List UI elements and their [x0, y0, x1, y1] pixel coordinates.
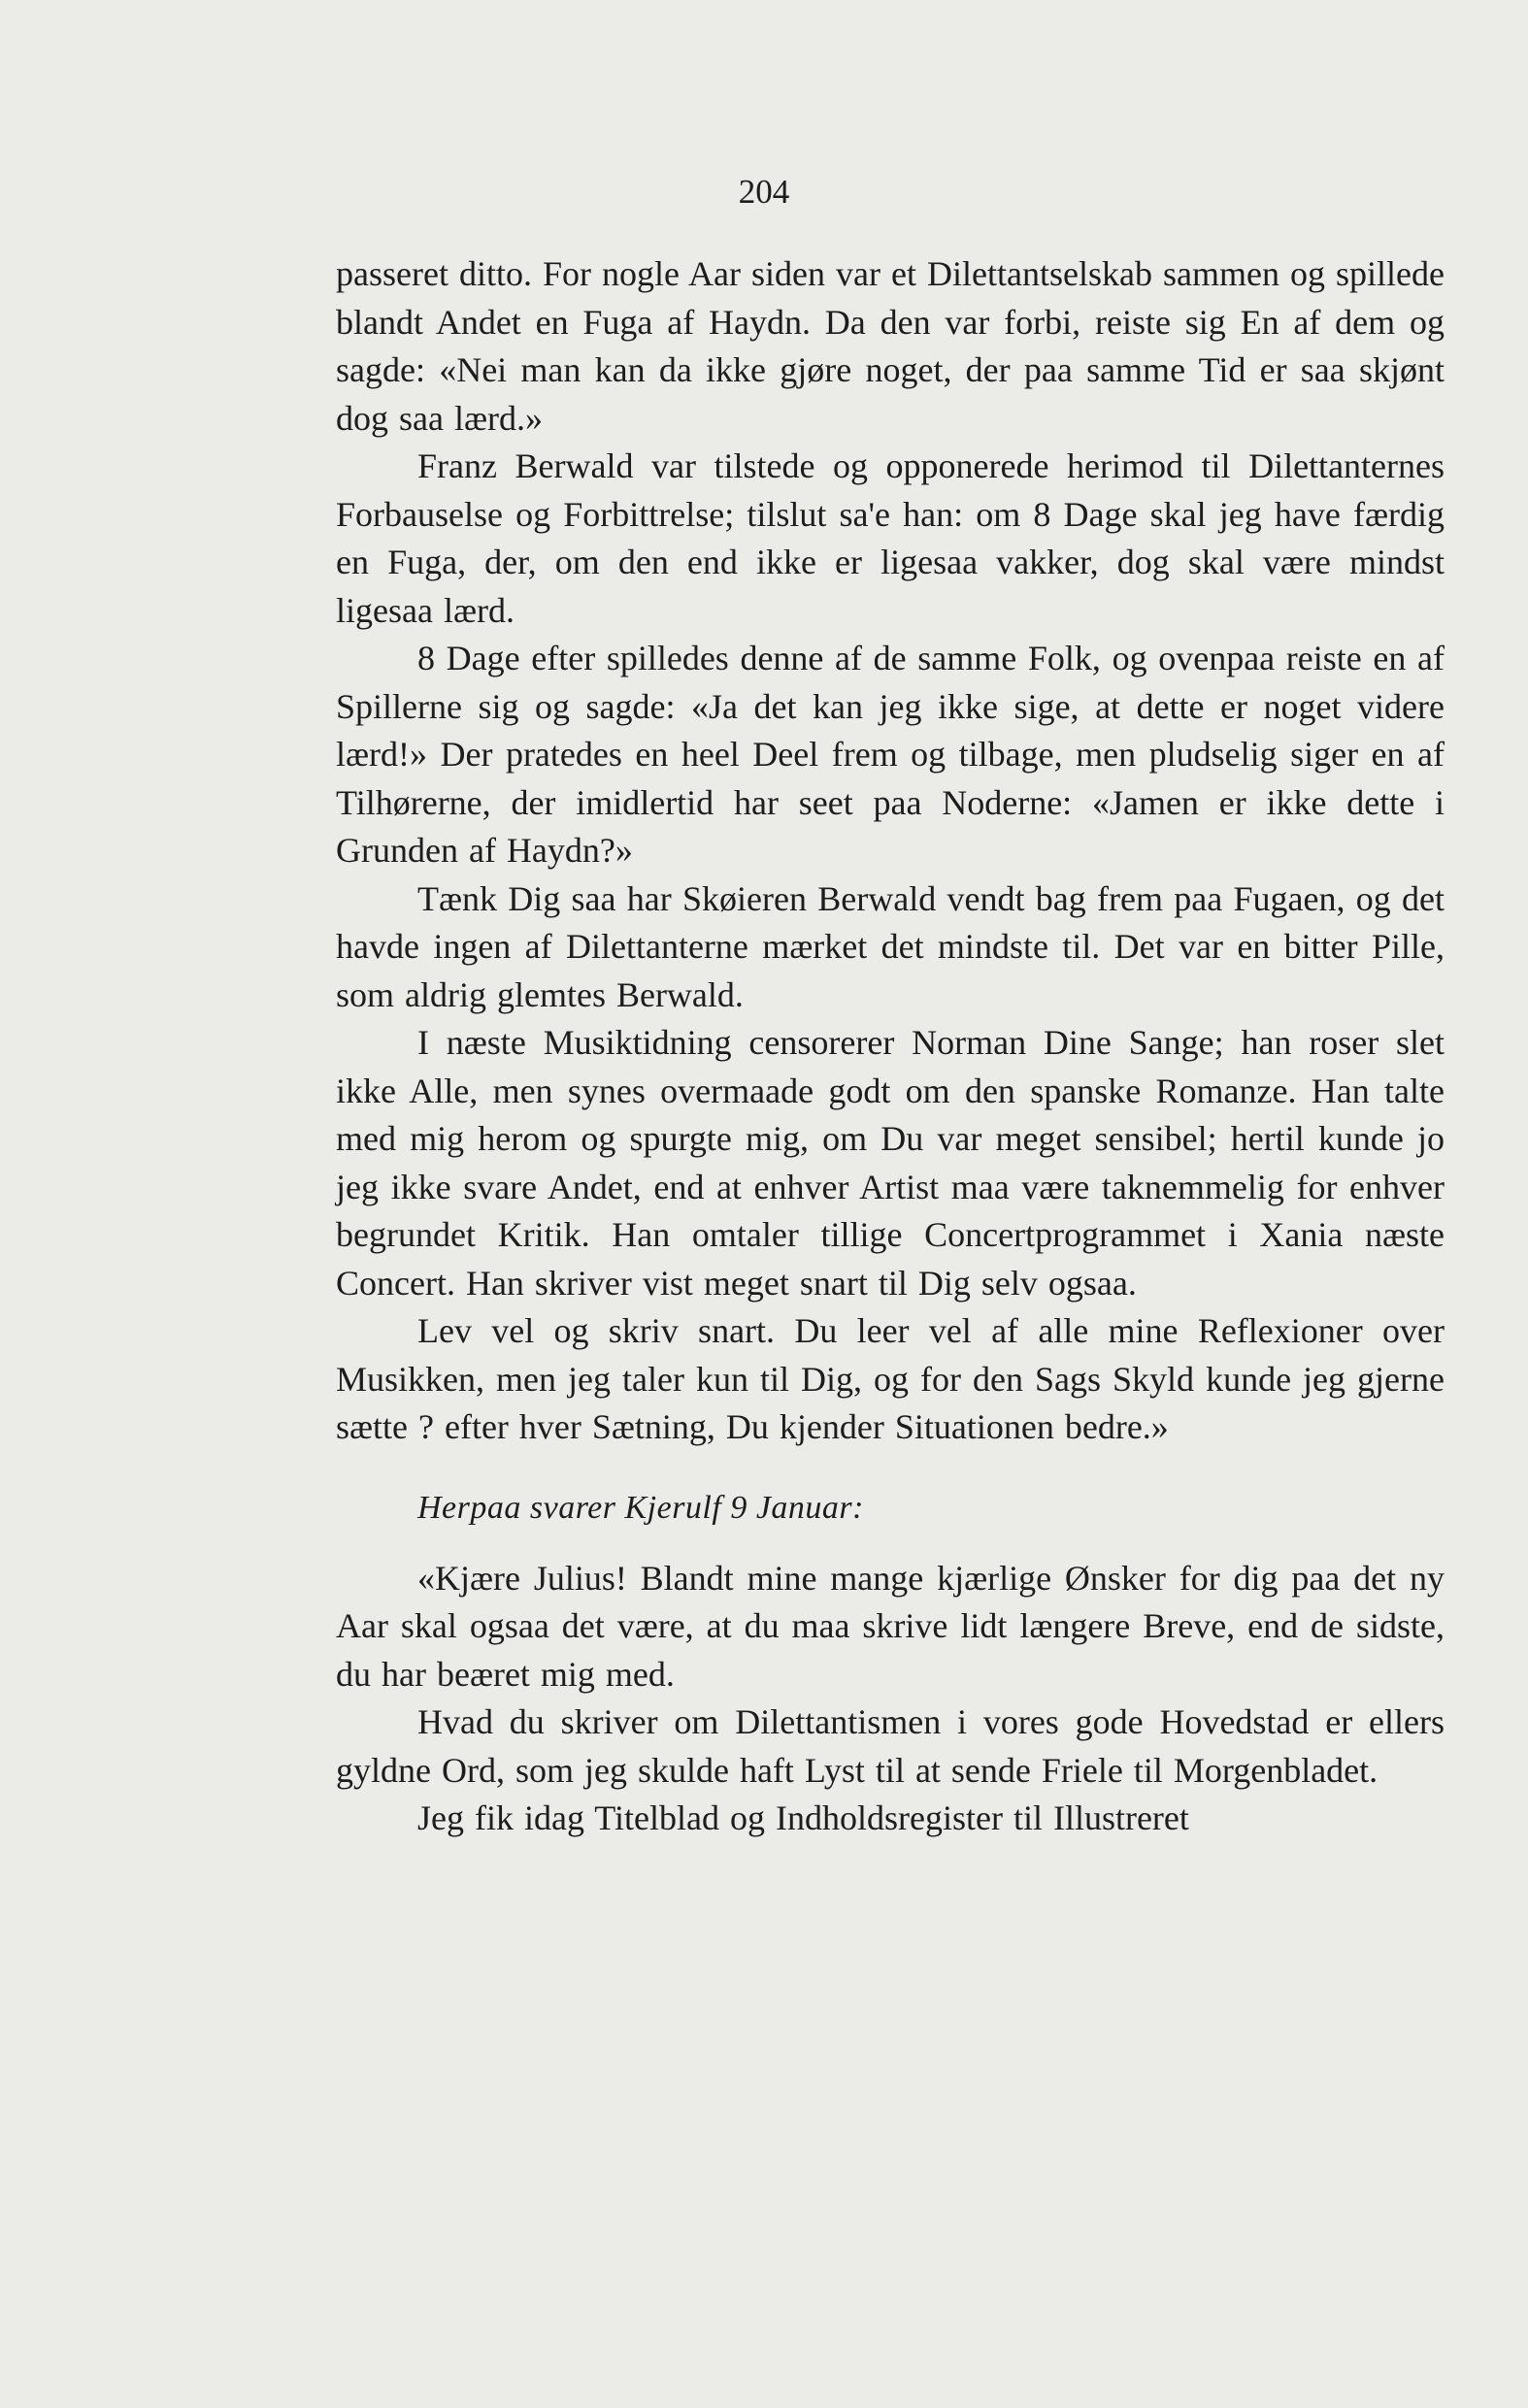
- paragraph: passeret ditto. For nogle Aar siden var et Dilettantselskab sammen og spillede blandt Andet en Fuga af Haydn. Da den var forbi, reiste sig En af dem og sagde: «Nei man kan da ikke gjøre noget, der paa samme Tid er saa skjønt dog saa lærd.»: [336, 254, 1445, 438]
- section-heading: Herpaa svarer Kjerulf 9 Januar:: [417, 1489, 864, 1526]
- page-number: 204: [738, 173, 790, 211]
- paragraph: Lev vel og skriv snart. Du leer vel af alle mine Reflexioner over Musikken, men jeg taler kun til Dig, og for den Sags Skyld kunde jeg gjerne sætte ? efter hver Sætning, Du kjender Situationen bedre.»: [336, 1311, 1445, 1446]
- paragraph: Tænk Dig saa har Skøieren Berwald vendt bag frem paa Fugaen, og det havde ingen af Dilettanterne mærket det mindste til. Det var en bitter Pille, som aldrig glemtes Berwald.: [336, 878, 1445, 1014]
- paragraph: I næste Musiktidning censorerer Norman Dine Sange; han roser slet ikke Alle, men synes overmaade godt om den spanske Romanze. Han talte med mig herom og spurgte mig, om Du var meget sensibel; hertil kunde jo jeg ikke svare Andet, end at enhver Artist maa være taknemmelig for enhver begrundet Kritik. Han omtaler tillige Concertprogrammet i Xania næste Concert. Han skriver vist meget snart til Dig selv ogsaa.: [336, 1023, 1445, 1303]
- paragraph: Franz Berwald var tilstede og opponerede herimod til Dilettanternes Forbauselse og Forbittrelse; tilslut sa'e han: om 8 Dage skal jeg have færdig en Fuga, der, om den end ikke er ligesaa vakker, dog skal være mindst ligesaa lærd.: [336, 446, 1445, 630]
- paragraph: «Kjære Julius! Blandt mine mange kjærlige Ønsker for dig paa det ny Aar skal ogsaa det være, at du maa skrive lidt længere Breve, end de sidste, du har beæret mig med.: [336, 1558, 1445, 1694]
- body-text: [336, 250, 1445, 1843]
- paragraph: Jeg fik idag Titelblad og Indholdsregister til Illustreret: [417, 1798, 1189, 1837]
- paragraph: 8 Dage efter spilledes denne af de samme Folk, og ovenpaa reiste en af Spillerne sig og sagde: «Ja det kan jeg ikke sige, at dette er noget videre lærd!» Der pratedes en heel Deel frem og tilbage, men pludselig siger en af Tilhørerne, der imidlertid har seet paa Noderne: «Jamen er ikke dette i Grunden af Haydn?»: [336, 639, 1445, 870]
- paragraph: Hvad du skriver om Dilettantismen i vores gode Hovedstad er ellers gyldne Ord, som jeg skulde haft Lyst til at sende Friele til Morgenbladet.: [336, 1702, 1445, 1790]
